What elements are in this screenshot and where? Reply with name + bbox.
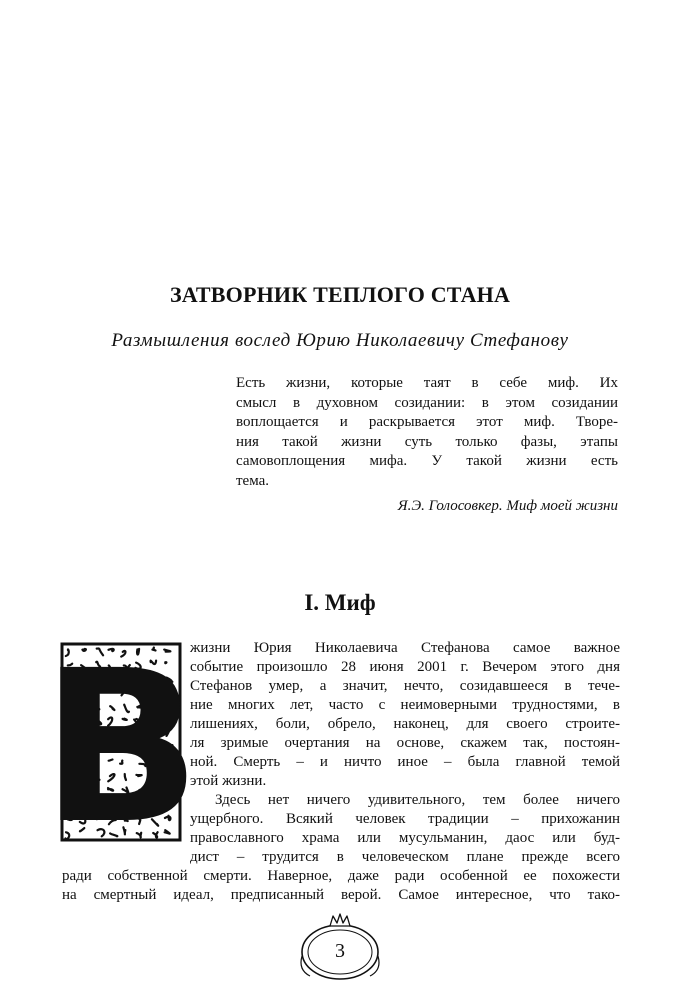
epigraph-line: воплощается и раскрывается этот миф. Творе-: [236, 414, 618, 430]
epigraph-line: самовоплощения мифа. У такой жизни есть: [236, 453, 618, 469]
body-line: ля зримые очертания на основе, скажем так, постоян-: [190, 735, 620, 751]
body-line: этой жизни.: [190, 773, 267, 789]
epigraph: [236, 374, 618, 515]
body-line: на смертный идеал, предписанный верой. Самое интересное, что тако-: [62, 887, 620, 903]
page-subtitle: Размышления вослед Юрию Николаевичу Стефанову: [111, 330, 569, 351]
body-line: ной. Смерть – и ничто иное – была главной темой: [190, 754, 620, 770]
page-title: ЗАТВОРНИК ТЕПЛОГО СТАНА: [169, 282, 511, 307]
body-line: ради собственной смерти. Наверное, даже ради особенной ее похожести: [62, 868, 620, 884]
body-line: православного храма или мусульманин, даос или буд-: [190, 830, 620, 846]
body-line: Здесь нет ничего удивительного, тем более ничего: [215, 792, 620, 808]
body-line: ущербного. Всякий человек традиции – прихожанин: [190, 811, 620, 827]
epigraph-line: Есть жизни, которые таят в себе миф. Их: [236, 375, 618, 391]
body-line: ние многих лет, часто с неимоверными трудностями, в: [190, 697, 620, 713]
body-line: событие произошло 28 июня 2001 г. Вечером этого дня: [190, 659, 620, 675]
drop-cap-letter: В: [40, 625, 202, 870]
crown-icon: [330, 914, 350, 926]
body-line: Стефанов умер, а значит, нечто, созидавшееся в тече-: [190, 678, 620, 694]
page-number: 3: [335, 940, 345, 962]
epigraph-line: смысл в духовном созидании: в этом созидании: [236, 394, 618, 411]
body-line: дист – трудится в человеческом плане прежде всего: [190, 849, 620, 865]
epigraph-attribution: Я.Э. Голосовкер. Миф моей жизни: [397, 498, 618, 514]
section-heading: I. Миф: [304, 590, 376, 615]
epigraph-line: ния такой жизни суть только фазы, этапы: [236, 433, 618, 450]
body-text: [0, 639, 680, 929]
body-line: лишениях, боли, обрело, наконец, для своего строите-: [190, 716, 620, 732]
epigraph-line: тема.: [236, 472, 270, 489]
body-line: жизни Юрия Николаевича Стефанова самое важное: [190, 640, 620, 656]
